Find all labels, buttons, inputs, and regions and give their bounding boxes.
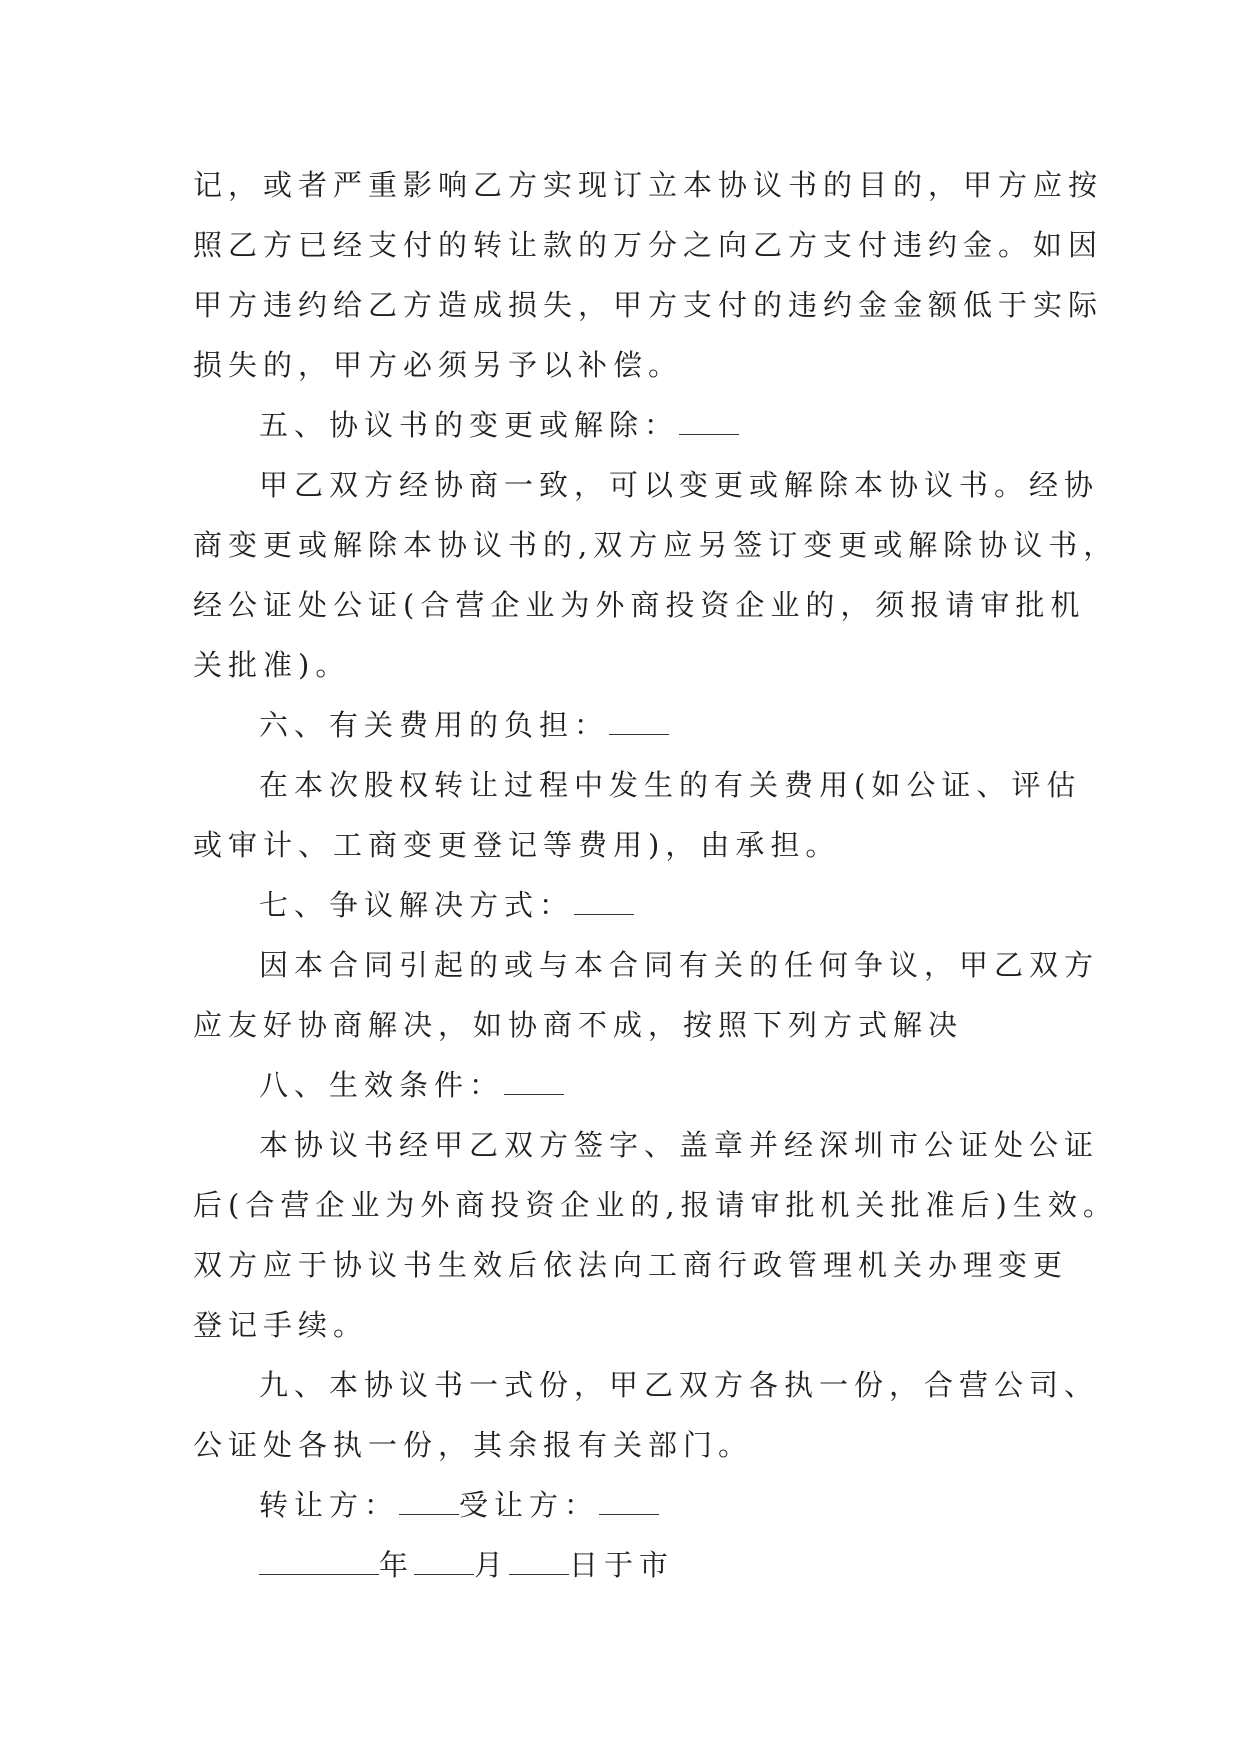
text-line: 登记手续。 [193, 1308, 369, 1342]
section-heading-text: 六、有关费用的负担： [259, 708, 610, 742]
text-line: 九、本协议书一式份，甲乙双方各执一份，合营公司、 [259, 1368, 1100, 1402]
fill-blank [609, 714, 669, 735]
text-line: 或审计、工商变更登记等费用)，由承担。 [193, 828, 841, 862]
transferee-label: 受让方： [459, 1488, 600, 1522]
fill-blank [504, 1074, 564, 1095]
section-heading-8 [193, 1055, 1073, 1115]
text-line: 甲方违约给乙方造成损失，甲方支付的违约金金额低于实际 [193, 288, 1104, 322]
day-label: 日于市 [569, 1548, 675, 1582]
section-heading-6 [193, 695, 1073, 755]
date-line [193, 1535, 1073, 1595]
text-line: 甲乙双方经协商一致，可以变更或解除本协议书。经协 [259, 468, 1100, 502]
transferor-blank [399, 1494, 459, 1515]
document-page [193, 155, 1119, 1595]
text-line: 关批准)。 [193, 648, 351, 682]
fill-blank [679, 414, 739, 435]
text-line: 损失的，甲方必须另予以补偿。 [193, 348, 684, 382]
day-blank [509, 1554, 569, 1575]
transferor-label: 转让方： [259, 1488, 400, 1522]
text-line: 应友好协商解决，如协商不成，按照下列方式解决 [193, 1008, 964, 1042]
month-blank [414, 1554, 474, 1575]
text-line: 公证处各执一份，其余报有关部门。 [193, 1428, 754, 1462]
text-line: 商变更或解除本协议书的,双方应另签订变更或解除协议书， [193, 528, 1119, 562]
text-line: 本协议书经甲乙双方签字、盖章并经深圳市公证处公证 [259, 1128, 1100, 1162]
section-heading-5 [193, 395, 1073, 455]
month-label: 月 [474, 1548, 510, 1582]
text-line: 经公证处公证(合营企业为外商投资企业的，须报请审批机 [193, 588, 1086, 622]
transferee-blank [599, 1494, 659, 1515]
text-line: 后(合营企业为外商投资企业的,报请审批机关批准后)生效。 [193, 1188, 1118, 1222]
text-line: 在本次股权转让过程中发生的有关费用(如公证、评估 [259, 768, 1082, 802]
fill-blank [574, 894, 634, 915]
section-heading-text: 五、协议书的变更或解除： [259, 408, 680, 442]
text-line: 记，或者严重影响乙方实现订立本协议书的目的，甲方应按 [193, 168, 1104, 202]
signature-line [193, 1475, 1073, 1535]
year-blank [259, 1554, 379, 1575]
text-line: 双方应于协议书生效后依法向工商行政管理机关办理变更 [193, 1248, 1069, 1282]
section-heading-text: 八、生效条件： [259, 1068, 505, 1102]
section-heading-7 [193, 875, 1073, 935]
year-label: 年 [379, 1548, 415, 1582]
section-heading-text: 七、争议解决方式： [259, 888, 575, 922]
text-line: 照乙方已经支付的转让款的万分之向乙方支付违约金。如因 [193, 228, 1104, 262]
text-line: 因本合同引起的或与本合同有关的任何争议，甲乙双方 [259, 948, 1100, 982]
